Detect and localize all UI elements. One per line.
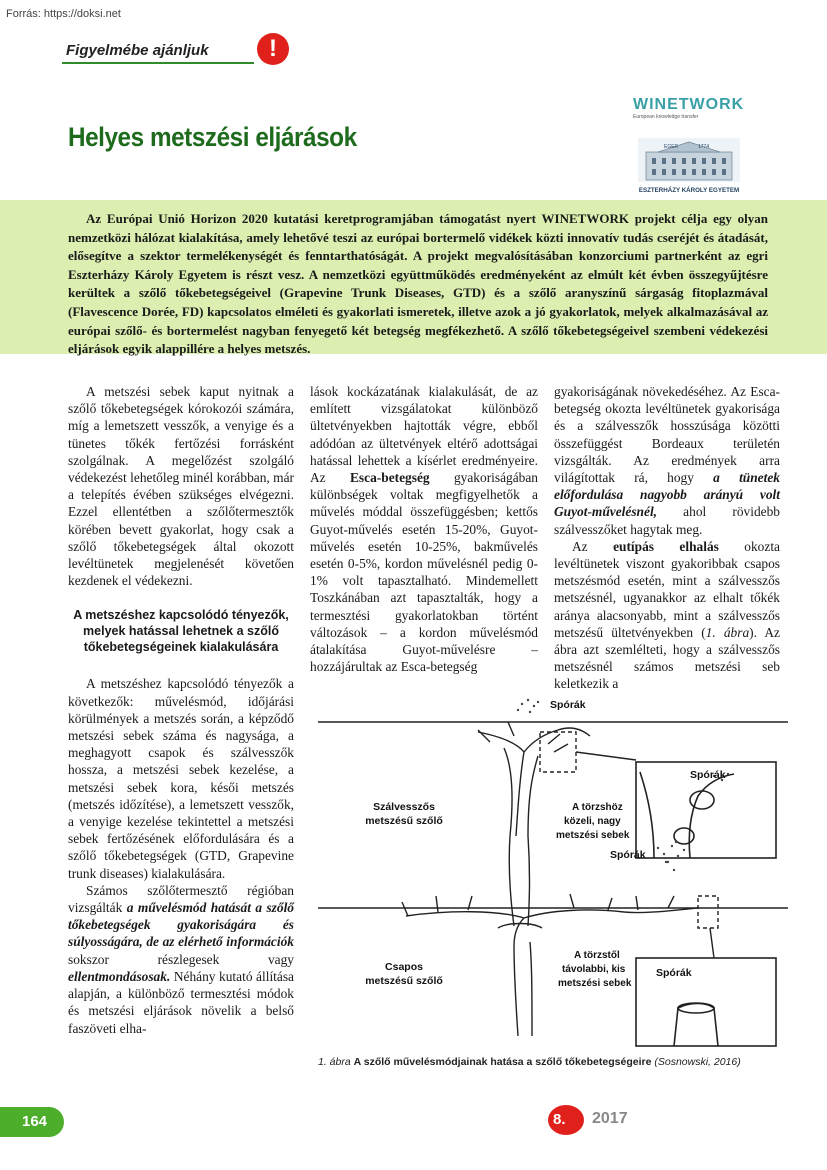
winetwork-logo-text: WINETWORK — [633, 96, 745, 113]
far-wounds-label-2: távolabbi, kis — [562, 964, 626, 975]
alert-icon: ! — [257, 33, 289, 65]
issue-year: 2017 — [592, 1110, 628, 1127]
winetwork-logo-subtitle: European knowledge transfer — [633, 114, 699, 120]
far-wounds-label-1: A törzstől — [574, 950, 620, 961]
source-note: Forrás: https://doksi.net — [6, 8, 121, 20]
col1-paragraph-3: Számos szőlőtermesztő régióban vizsgálták a művelésmód hatását a szőlő tőkebetegségek gyakoriságára és súlyosságára, de az elérhető információk sokszor részlegesek vagy ellentmondásosak. Néhány kutató állítása alapján, a különböző termesztési módok és metszési eljárások növelik a belső faszöveti elha- — [68, 882, 295, 1036]
spur-pruned-label-2: metszésű szőlő — [365, 975, 443, 987]
vine-spurs-top — [478, 722, 568, 752]
col3-paragraph-1: gyakoriságának növekedéséhez. Az Esca-betegség okozta levéltünetek gyakorisága és a szálvesszők hosszúsága közötti összefüggést Bordeaux területén vizsgálták. Az eredmények arra világítottak rá, hogy a tünetek előfordulása nagyobb arányú volt Guyot-művelésnél, ahol rövidebb szálvesszőket hagytak meg. — [554, 384, 780, 537]
spores-label-2: Spórák — [690, 769, 726, 781]
vine-trunk-bottom — [514, 942, 532, 1036]
logo-university-name: ESZTERHÁZY KÁROLY EGYETEM — [638, 187, 740, 194]
zoom-box-bottom — [698, 896, 718, 928]
pruning-figure — [318, 696, 788, 1051]
zoom-connector-bottom — [710, 928, 714, 958]
near-wounds-label-1: A törzshöz — [572, 802, 623, 813]
issue-number: 8. — [553, 1111, 566, 1128]
col1-paragraph-2: A metszéshez kapcsolódó tényezők a következők: művelésmód, időjárási körülmények a metszés során, a képződő metszési sebek száma és nagysága, a meghagyott csapok és szálvesszők hossza, a metszési sebek kezelése, a metszési sebek kora, késői metszés (metszés időzítése), a lemetszett vesszők, a venyige kezelése tekintettel a metszési sebek fertőzésének előfordulására és a szőlő tőkebetegségek (GTD, Grapevine trunk diseases) kialakulására. — [68, 676, 294, 881]
section-label: Figyelmébe ajánljuk — [66, 42, 209, 59]
page-number: 164 — [22, 1113, 48, 1130]
spores-label-3: Spórák — [610, 849, 646, 861]
vine-cordon — [406, 908, 698, 946]
zoom-box-top — [540, 732, 576, 772]
near-wounds-label-3: metszési sebek — [556, 830, 630, 841]
spores-label-1: Spórák — [550, 699, 586, 711]
column-3 — [554, 383, 780, 693]
winetwork-logo — [633, 96, 743, 132]
far-wounds-label-3: metszési sebek — [558, 978, 632, 989]
page-title: Helyes metszési eljárások — [68, 122, 357, 152]
figure-caption: 1. ábra A szőlő művelésmódjainak hatása a szőlő tőkebetegségeire (Sosnowski, 2016) — [318, 1056, 741, 1068]
vine-trunk-lower — [509, 836, 529, 926]
intro-paragraph: Az Európai Unió Horizon 2020 kutatási keretprogramjában támogatást nyert WINETWORK projekt célja egy olyan nemzetközi hálózat kialakítása, amely lehetővé teszi az európai bortermelő vidékek közti innovatív tudás cseréjét és átadását, elősegítve a szektor termelékenységét és fenntarthatóságát. A projekt megvalósításában konzorciumi partnerként az egri Eszterházy Károly Egyetem is részt vesz. A nemzetközi együttműködés eredményeként az elmúlt két évben összegyűjtésre kerültek a szőlő tőkebetegségeivel (Grapevine Trunk Diseases, GTD) és a szőlő aranyszínű sárgaság fitoplazmával (Flavescence Dorée, FD) kapcsolatos elméleti és gyakorlati ismeretek, illetve azok a jó gyakorlatok, melyek alkalmazásával az európai szőlő- és bortermelést nagyban fenyegető két betegség megfékezhető. A szőlő tőkebetegségeivel szembeni védekezési eljárások egyik alappillére a helyes metszés. — [68, 211, 768, 357]
logo-eger: EGER — [664, 144, 679, 150]
column-1 — [68, 383, 294, 1037]
spur-pruned-label-1: Csapos — [385, 961, 423, 973]
column-2 — [310, 383, 538, 675]
cane-pruned-label-2: metszésű szőlő — [365, 815, 443, 827]
vine-trunk-top — [504, 748, 538, 836]
spores-label-4: Spórák — [656, 967, 692, 979]
zoom-connector-top — [576, 752, 636, 760]
subheading: A metszéshez kapcsolódó tényezők, melyek hatással lehetnek a szőlő tőkebetegségeinek kialakulására — [73, 608, 289, 655]
cane-pruned-label-1: Szálvesszős — [373, 801, 435, 813]
col2-paragraph-1: lások kockázatának kialakulását, de az említett vizsgálatokat különböző ültetvényekben hajtották végre, ebből adódóan az ültetvények eltérő adottságai hatással lehettek a kísérlet eredményeire. Az Esca-betegség gyakoriságában különbségek voltak megfigyelhetők a művelés móddal összefüggésben; kettős Guyot-művelés esetén 15-20%, Guyot-művelés esetén 10-25%, bakművelés esetén 0-5%, kordon művelésnél pedig 0-1% volt tapasztalható. Mindemellett Toszkánában azt tapasztalták, hogy a termesztési gyakorlatokban történt változások – a kordon művelésmód átalakítása Guyot-művelésre – hozzájárultak az Esca-betegség — [310, 384, 538, 675]
logo-year: 1774 — [698, 144, 710, 150]
col1-paragraph-1: A metszési sebek kaput nyitnak a szőlő tőkebetegségek kórokozói számára, míg a lemetszett vesszők, a venyige és a tünetes tőkék fertőzési forrásként szolgálnak. A megelőzést szolgáló védekezést lehetőleg minél korábban, már a telepítés évében szükséges elvégezni. Ezzel ellentétben a szőlőtermesztők körében bevett gyakorlat, hogy csak a szőlő tőkebetegségek által okozott levéltünetek megjelenését követően kezdenek el védekezni. — [68, 384, 294, 589]
university-logo — [628, 138, 750, 196]
col3-paragraph-2: Az eutípás elhalás okozta levéltünetek viszont gyakoribbak csapos metszésmód esetén, mint a szálvesszős metszésnél, ugyanakkor az elhalt tőkék aránya alacsonyabb, mint a szálvesszős metszésű ültetvényekben (1. ábra). Az ábra azt szemlélteti, hogy a szálvesszős metszésnél számos metszési seb keletkezik a — [554, 538, 780, 692]
intro-text — [68, 210, 768, 359]
near-wounds-label-2: közeli, nagy — [564, 816, 621, 827]
